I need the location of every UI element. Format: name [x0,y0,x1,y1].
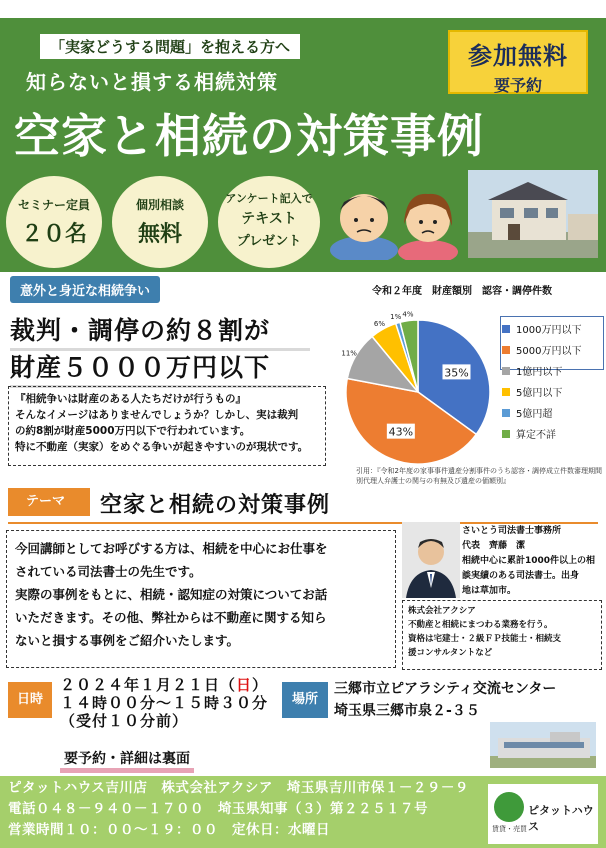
body-line: いただきます。その他、弊社からは不動産に関する知ら [15,610,327,625]
speaker-line: 相続中心に累計1000件以上の相 [462,556,596,566]
legend-item [502,360,602,381]
pie-label: 4% [402,310,414,319]
subtitle: 知らないと損する相続対策 [26,70,278,94]
intro-line: 特に不動産（実家）をめぐる争いが起きやすいのが現状です。 [15,441,309,453]
legend-label: 5億円以下 [516,388,563,399]
venue-info [334,678,556,722]
headline-line1: 裁判・調停の約８割が [10,314,310,351]
legend-swatch [502,325,510,333]
feature-present-line1: アンケート記入で [225,192,313,205]
company-line: 株式会社アクシア [408,606,476,616]
legend-item [502,318,602,339]
pie-label: 35% [444,366,469,380]
footer-phone: 電話０４８－９４０－１７００ 埼玉県知事（３）第２２５１７号 [8,801,428,817]
company-line: 援コンサルタントなど [408,648,493,658]
date-weekday: 日 [236,676,253,694]
speaker-line: さいとう司法書士事務所 [462,526,562,536]
theme-tag: テーマ [8,488,90,516]
venue-photo [490,722,596,768]
event-date [60,676,268,694]
feature-capacity-value: ２０名 [20,222,87,247]
pie-label: 1% [390,313,402,322]
chart-legend [502,318,602,444]
intro-line: 『相続争いは財産のある人たちだけが行うもの』 [15,393,246,405]
pie-chart [338,300,502,470]
feature-capacity-label: セミナー定員 [17,198,90,212]
pie-label: 43% [388,425,414,439]
speaker-photo [402,522,460,598]
event-reception: （受付１０分前） [60,712,189,730]
intro-line: の約8割が財産5000万円以下で行われています。 [15,425,251,437]
feature-consultation-value: 無料 [137,222,182,247]
feature-consultation-label: 個別相談 [135,198,184,212]
pie-label: 11% [341,349,357,358]
legend-swatch [502,388,510,396]
theme-title: 空家と相続の対策事例 [100,493,331,518]
feature-consultation [112,176,208,268]
header-top-strip [0,0,606,18]
reservation-note: 要予約・詳細は裏面 [60,748,194,773]
body-line: 実際の事例をもとに、相続・認知症の対策についてお話 [15,587,328,602]
free-admission-badge [448,30,588,94]
logo-text: ピタットハウス [528,804,594,833]
feature-present [218,176,320,268]
legend-swatch [502,367,510,375]
free-badge-sub: 要予約 [493,76,542,95]
company-line: 不動産と相続にまつわる業務を行う。 [408,620,553,630]
footer [0,776,606,848]
header-banner [0,0,606,272]
venue-tag: 場所 [282,682,328,718]
legend-item [502,381,602,402]
legend-label: 1000万円以下 [516,325,582,336]
worried-people-illustration [324,180,464,260]
intro-line: そんなイメージはありませんでしょうか？しかし、実は裁判 [15,409,299,421]
legend-label: 5000万円以下 [516,346,582,357]
vacant-house-photo [468,170,598,258]
body-line: 今回講師としてお呼びする方は、相続を中心にお仕事を [15,541,328,556]
body-line: されている司法書士の先生です。 [15,564,202,579]
company-box [402,600,602,670]
pie-label: 6% [373,319,386,328]
page-title: 空家と相続の対策事例 [14,109,484,163]
feature-present-line3: プレゼント [236,234,302,249]
footer-address: ピタットハウス吉川店 株式会社アクシア 埼玉県吉川市保１－２９－９ [8,780,469,796]
venue-name: 三郷市立ピアラシティ交流センター [334,681,557,697]
feature-present-line2: テキスト [241,211,297,227]
speaker-line: 地は草加市。 [462,586,517,596]
legend-label: 1億円以下 [516,367,563,378]
legend-item [502,339,602,360]
chart-title: 令和２年度 財産額別 認容・調停件数 [372,286,552,297]
legend-swatch [502,346,510,354]
legend-item [502,402,602,423]
legend-swatch [502,409,510,417]
legend-item [502,423,602,444]
free-badge-main: 参加無料 [468,42,568,70]
date-prefix: ２０２４年１月２１日（ [60,676,237,694]
speaker-info [462,524,602,599]
headline [10,314,310,388]
venue-address: 埼玉県三郷市泉２-３５ [334,703,480,719]
date-info [60,676,268,730]
intro-box [8,386,326,466]
footer-hours: 営業時間１０：００～１９：００ 定休日：水曜日 [8,822,330,838]
chart-source: 引用：『令和2年度の家事事件遺産分割事件のうち認容・調停成立件数審理期間別代理人弁護士の関与の有無及び遺産の価額別』 [356,467,602,485]
headline-line2: 財産５０００万円以下 [10,351,310,388]
legend-swatch [502,430,510,438]
logo-mark-icon [494,792,524,822]
company-line: 資格は宅建士・２級ＦＰ技能士・相続支 [408,634,562,644]
theme-body [6,530,396,668]
body-line: ないと損する事例をご紹介いたします。 [15,633,240,648]
speaker-line: 談実績のある司法書士。出身 [462,571,580,581]
date-tag: 日時 [8,682,52,718]
feature-capacity [6,176,102,268]
logo-subtext: 賃貸・売買 [492,825,527,833]
event-time: １４時００分～１５時３０分 [60,694,269,712]
company-logo [488,784,598,844]
speaker-line: 代表 齊藤 潔 [462,541,526,551]
legend-label: 算定不詳 [516,430,556,441]
tagline: 「実家どうする問題」を抱える方へ [40,34,300,59]
date-suffix: ） [252,676,269,694]
section-label: 意外と身近な相続争い [10,276,160,303]
legend-label: 5億円超 [516,409,553,420]
